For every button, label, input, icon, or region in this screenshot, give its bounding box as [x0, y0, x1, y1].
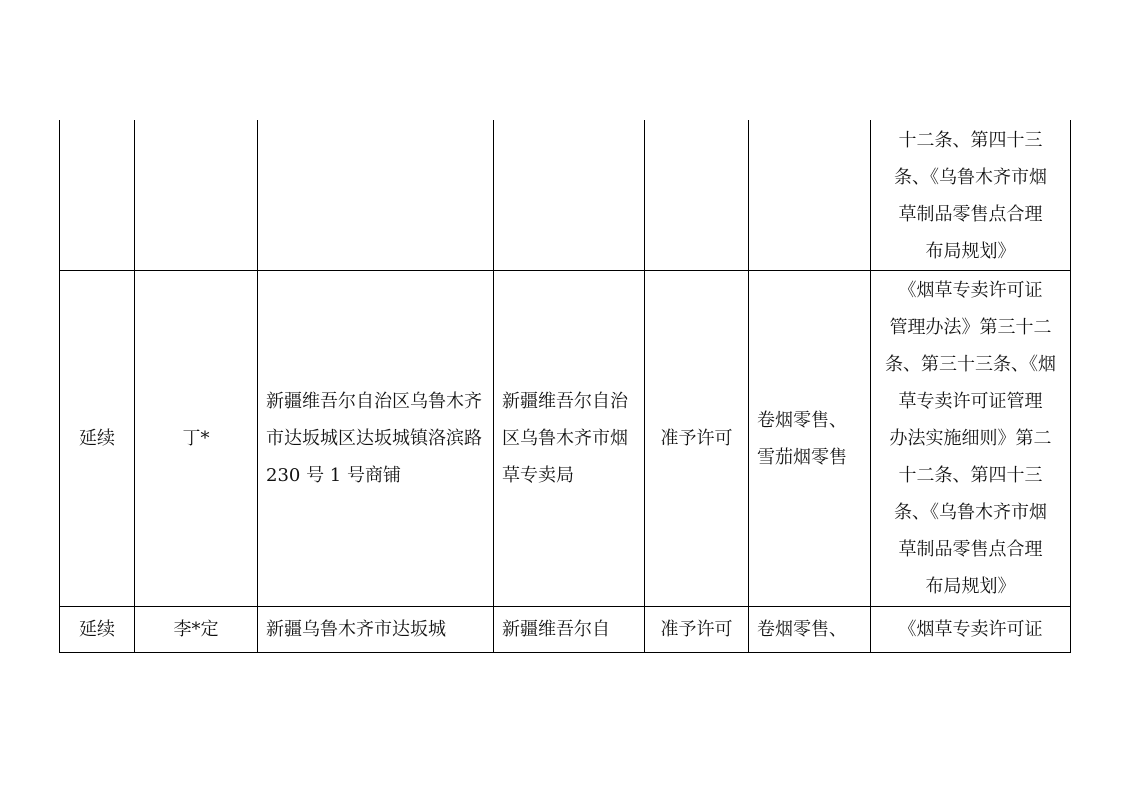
permit-type-cell: 延续: [60, 607, 135, 653]
legal-basis-line: 办法实施细则》第二: [889, 428, 1052, 449]
scope-cell: [749, 120, 871, 271]
scope-cell: 卷烟零售、雪茄烟零售: [749, 271, 871, 607]
decision-cell: 准予许可: [645, 607, 749, 653]
license-table: [59, 120, 1071, 653]
permit-type-cell: 延续: [60, 271, 135, 607]
legal-basis-cell: [871, 607, 1071, 653]
legal-basis-cell: [871, 120, 1071, 271]
decision-cell: [645, 120, 749, 271]
legal-basis-line: 《烟草专卖许可证: [898, 280, 1043, 301]
legal-basis-line: 十二条、第四十三: [898, 130, 1043, 151]
table-row: [60, 120, 1071, 271]
legal-basis-line: 条、《乌鲁木齐市烟: [894, 502, 1047, 523]
legal-basis-line: 布局规划》: [925, 241, 1016, 262]
legal-basis-line: 《烟草专卖许可证: [898, 619, 1043, 640]
holder-name-cell: [135, 120, 258, 271]
legal-basis-line: 条、《乌鲁木齐市烟: [894, 167, 1047, 188]
scope-cell: 卷烟零售、: [749, 607, 871, 653]
authority-cell: 新疆维吾尔自治区乌鲁木齐市烟草专卖局: [494, 271, 645, 607]
table-row: [60, 271, 1071, 607]
address-cell: 新疆乌鲁木齐市达坂城: [258, 607, 494, 653]
legal-basis-line: 草专卖许可证管理: [898, 391, 1043, 412]
legal-basis-line: 布局规划》: [925, 576, 1016, 597]
address-cell: 新疆维吾尔自治区乌鲁木齐市达坂城区达坂城镇洛滨路 230 号 1 号商铺: [258, 271, 494, 607]
decision-cell: 准予许可: [645, 271, 749, 607]
holder-name-cell: 丁*: [135, 271, 258, 607]
address-cell: [258, 120, 494, 271]
authority-cell: 新疆维吾尔自: [494, 607, 645, 653]
legal-basis-line: 管理办法》第三十二: [889, 317, 1052, 338]
table-row: [60, 607, 1071, 653]
legal-basis-line: 草制品零售点合理: [898, 539, 1043, 560]
permit-type-cell: [60, 120, 135, 271]
legal-basis-cell: [871, 271, 1071, 607]
authority-cell: [494, 120, 645, 271]
holder-name-cell: 李*定: [135, 607, 258, 653]
legal-basis-line: 十二条、第四十三: [898, 465, 1043, 486]
legal-basis-line: 条、第三十三条、《烟: [885, 354, 1056, 375]
legal-basis-line: 草制品零售点合理: [898, 204, 1043, 225]
